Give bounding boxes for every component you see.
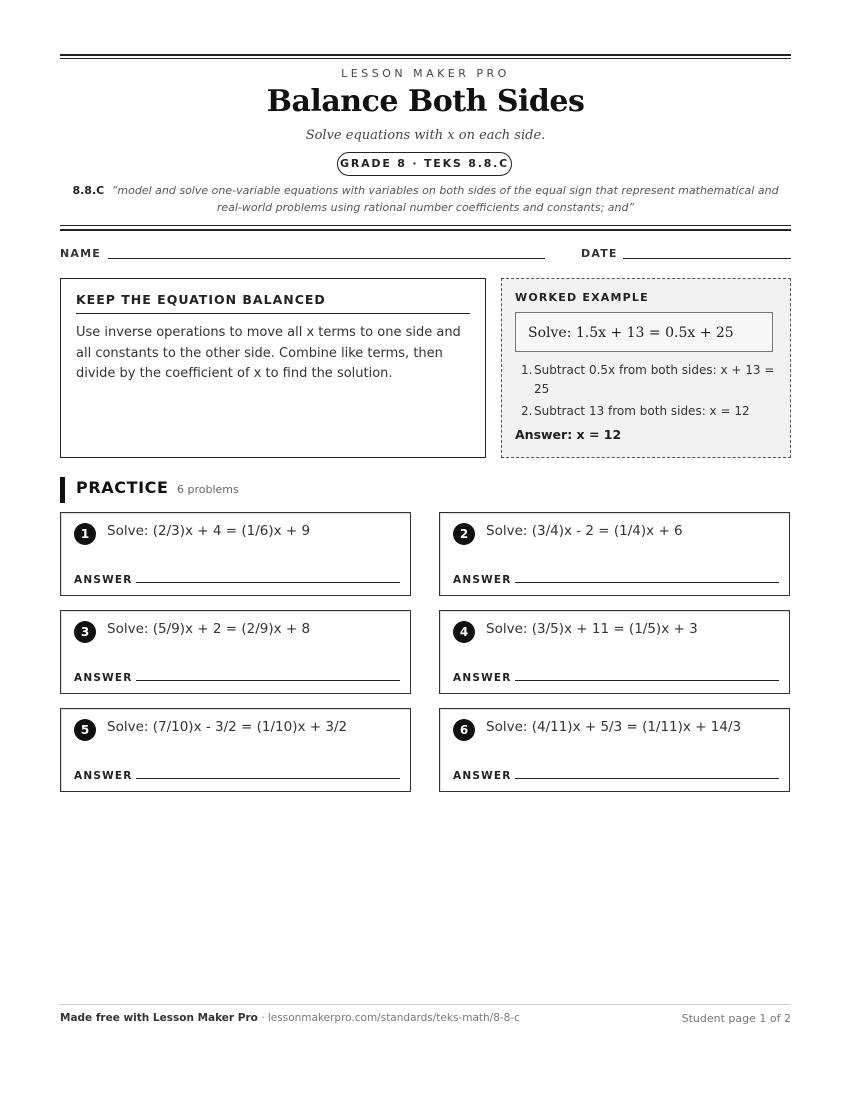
problem-number-badge: 4 — [453, 621, 475, 643]
problem-number-badge: 6 — [453, 719, 475, 741]
problem-card — [439, 512, 790, 596]
standard-description — [60, 182, 791, 216]
answer-label: ANSWER — [453, 770, 512, 782]
answer-field[interactable] — [136, 582, 400, 583]
worked-example-title: WORKED EXAMPLE — [515, 291, 649, 304]
answer-field[interactable] — [515, 582, 779, 583]
answer-field[interactable] — [515, 778, 779, 779]
concept-box — [60, 278, 486, 458]
problem-card — [439, 708, 790, 792]
footer-page-number: Student page 1 of 2 — [681, 1012, 791, 1025]
worked-step: 1. Subtract 0.5x from both sides: x + 13 = 25 — [521, 363, 775, 396]
name-field[interactable] — [108, 258, 545, 259]
problem-number-badge: 5 — [74, 719, 96, 741]
worked-example-equation: Solve: 1.5x + 13 = 0.5x + 25 — [515, 312, 773, 352]
problem-prompt: Solve: (2/3)x + 4 = (1/6)x + 9 — [107, 523, 311, 539]
header-bottom-rule-thin — [60, 225, 791, 226]
answer-label: ANSWER — [74, 672, 133, 684]
problem-prompt: Solve: (3/5)x + 11 = (1/5)x + 3 — [486, 621, 698, 637]
brand-name: LESSON MAKER PRO — [341, 67, 510, 80]
answer-label: ANSWER — [453, 672, 512, 684]
answer-label: ANSWER — [74, 574, 133, 586]
page-title: Balance Both Sides — [266, 84, 585, 119]
problem-card — [60, 610, 411, 694]
footer-credit — [60, 1012, 520, 1024]
problem-number-badge: 2 — [453, 523, 475, 545]
footer-url[interactable]: lessonmakerpro.com/standards/teks-math/8-8-c — [267, 1012, 520, 1024]
standard-code: 8.8.C — [72, 184, 105, 197]
footer-brand: Made free with Lesson Maker Pro — [60, 1012, 258, 1024]
footer-rule — [60, 1004, 791, 1005]
header-rule — [60, 54, 791, 56]
worked-example-answer: Answer: x = 12 — [515, 427, 622, 442]
worked-step: 2. Subtract 13 from both sides: x = 12 — [521, 404, 750, 418]
header-bottom-rule — [60, 229, 791, 231]
practice-accent-bar — [60, 477, 65, 503]
date-field[interactable] — [623, 258, 791, 259]
worked-step-text: Subtract 13 from both sides: x = 12 — [534, 404, 750, 418]
problem-prompt: Solve: (4/11)x + 5/3 = (1/11)x + 14/3 — [486, 719, 742, 735]
answer-field[interactable] — [136, 778, 400, 779]
concept-title: KEEP THE EQUATION BALANCED — [76, 292, 470, 314]
practice-count: 6 problems — [177, 483, 239, 496]
problem-prompt: Solve: (3/4)x - 2 = (1/4)x + 6 — [486, 523, 683, 539]
header-rule-thin — [60, 58, 791, 59]
name-label: NAME — [60, 247, 101, 260]
page-subtitle: Solve equations with x on each side. — [305, 128, 546, 143]
problem-card — [60, 512, 411, 596]
problem-number-badge: 3 — [74, 621, 96, 643]
date-label: DATE — [581, 247, 618, 260]
answer-field[interactable] — [136, 680, 400, 681]
answer-field[interactable] — [515, 680, 779, 681]
practice-title: PRACTICE — [76, 478, 169, 497]
concept-body: Use inverse operations to move all x terms to one side and all constants to the other side. Combine like terms, then divide by the coefficient of x to find the solution. — [76, 325, 461, 381]
standard-text: “model and solve one-variable equations with variables on both sides of the equal sign that represent mathematical and real-world problems using rational number coefficients and constants; and” — [111, 184, 779, 214]
footer-separator: · — [261, 1012, 265, 1024]
worked-step-text: Subtract 0.5x from both sides: x + 13 = 25 — [534, 363, 775, 396]
problem-card — [439, 610, 790, 694]
worked-example-box — [501, 278, 791, 458]
answer-label: ANSWER — [74, 770, 133, 782]
problem-prompt: Solve: (5/9)x + 2 = (2/9)x + 8 — [107, 621, 311, 637]
problem-number-badge: 1 — [74, 523, 96, 545]
answer-label: ANSWER — [453, 574, 512, 586]
problem-prompt: Solve: (7/10)x - 3/2 = (1/10)x + 3/2 — [107, 719, 348, 735]
worksheet-page — [60, 0, 791, 1100]
problem-card — [60, 708, 411, 792]
grade-badge: GRADE 8 · TEKS 8.8.C — [337, 152, 512, 176]
worked-example-steps — [515, 361, 777, 424]
